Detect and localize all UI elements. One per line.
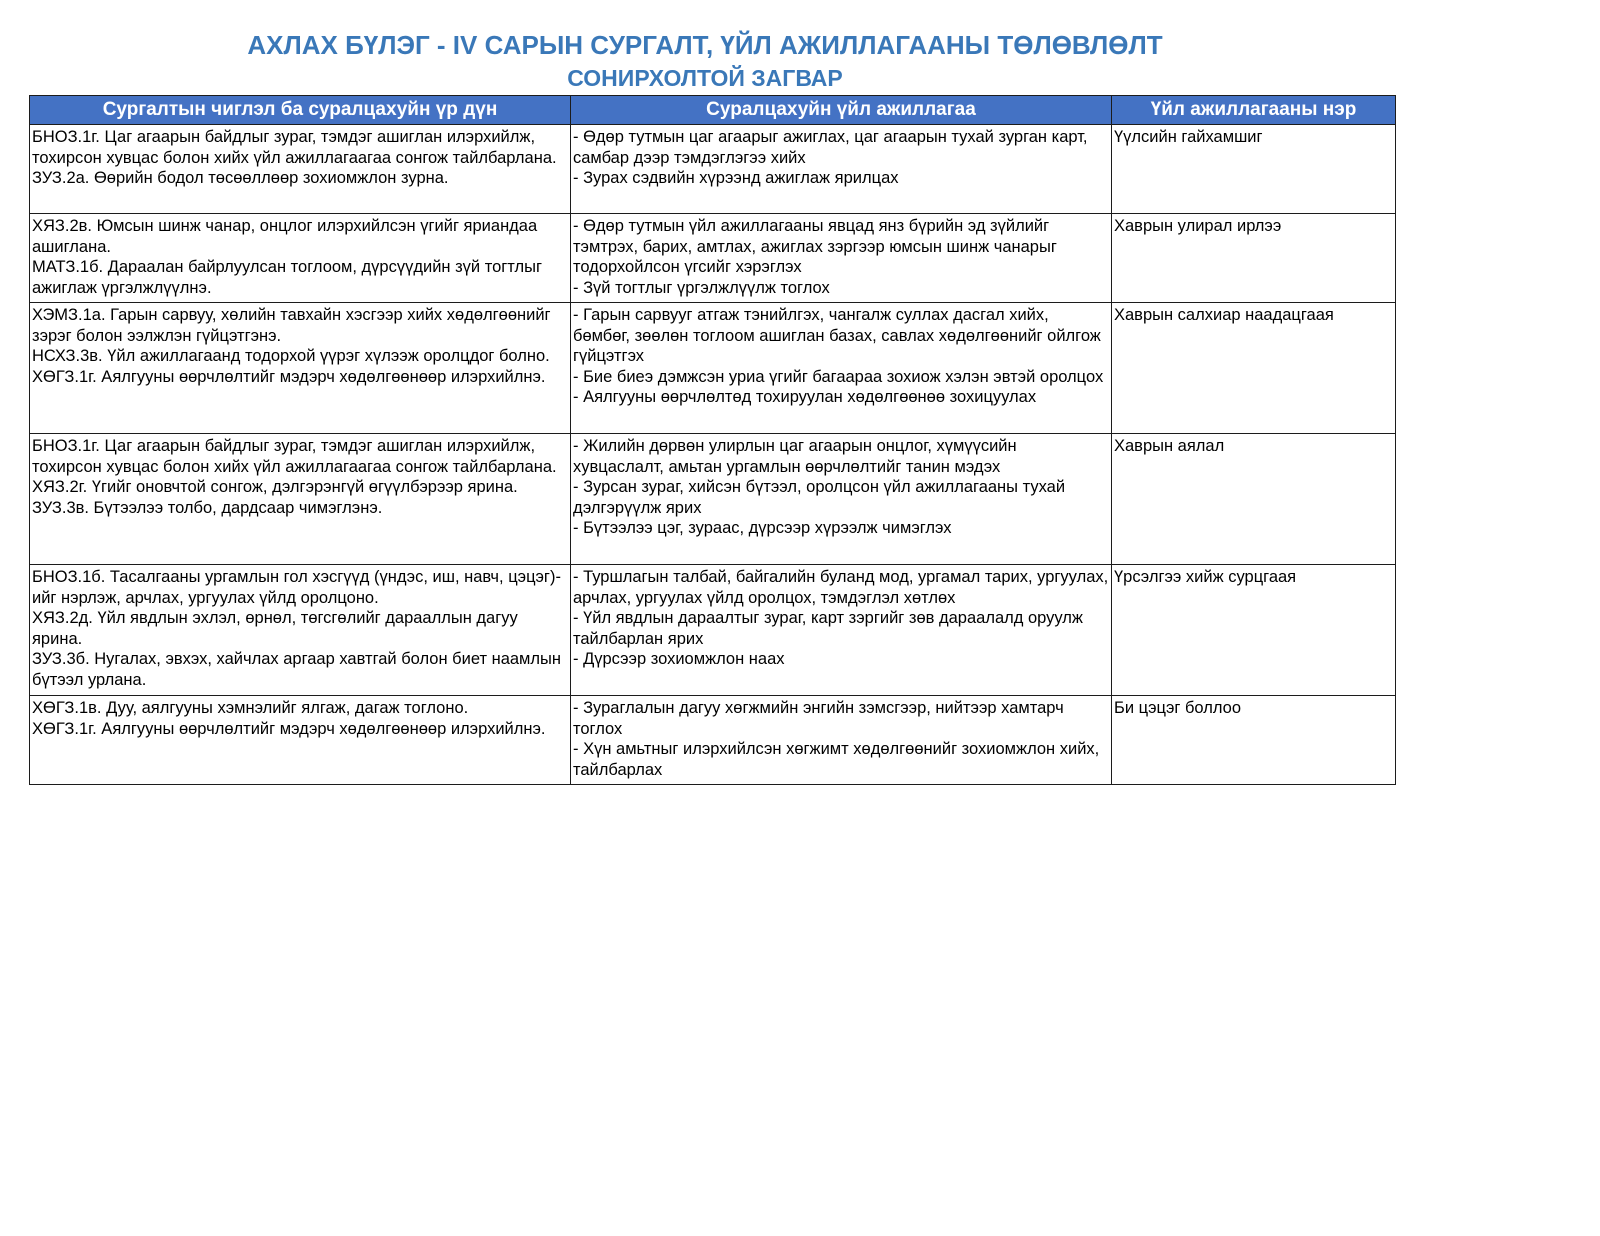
activity-name: Хаврын улирал ирлээ bbox=[1114, 217, 1282, 235]
outcome-text: БНОЗ.1б. Тасалгааны ургамлын гол хэсгүүд (үндэс, иш, навч, цэцэг)-ийг нэрлэж, арчлах, ургуулах үйлд оролцоно. bbox=[32, 568, 561, 607]
outcome-text: ЗУЗ.3б. Нугалах, эвхэх, хайчлах аргаар хавтгай болон биет наамлын бүтээл урлана. bbox=[32, 650, 561, 689]
outcome-text: ХЭМЗ.1а. Гарын сарвуу, хөлийн тавхайн хэсгээр хийх хөдөлгөөнийг зэрэг болон ээлжлэн гүйцэтгэнэ. bbox=[32, 306, 551, 345]
table-row bbox=[30, 214, 1396, 303]
activity-name-cell bbox=[1112, 434, 1396, 565]
activity-name: Хаврын аялал bbox=[1114, 437, 1225, 455]
activity-text: - Гарын сарвууг атгаж тэнийлгэх, чангалж суллах дасгал хийх, бөмбөг, зөөлөн тоглоом ашиглан базах, савлах хөдөлгөөнийг ойлгож гүйцэтгэх bbox=[573, 306, 1101, 365]
table-row bbox=[30, 696, 1396, 785]
activities-cell bbox=[571, 434, 1112, 565]
activity-text: - Зураглалын дагуу хөгжмийн энгийн зэмсгээр, нийтээр хамтарч тоглох bbox=[573, 699, 1064, 738]
activity-text: - Бие биеэ дэмжсэн уриа үгийг багаараа зохиож хэлэн эвтэй оролцох bbox=[573, 367, 1104, 386]
page-subtitle: СОНИРХОЛТОЙ ЗАГВАР bbox=[567, 65, 843, 91]
activity-text: - Аялгууны өөрчлөлтөд тохируулан хөдөлгөөнөө зохицуулах bbox=[573, 388, 1037, 406]
table-row bbox=[30, 565, 1396, 696]
activity-name-cell bbox=[1112, 696, 1396, 785]
outcome-text: ХЯЗ.2г. Үгийг оновчтой сонгож, дэлгэрэнгүй өгүүлбэрээр ярина. bbox=[32, 478, 518, 496]
outcomes-cell bbox=[30, 434, 571, 565]
activities-cell bbox=[571, 565, 1112, 696]
outcome-text: НСХЗ.3в. Үйл ажиллагаанд тодорхой үүрэг хүлээж оролцдог болно. bbox=[32, 347, 550, 365]
activity-text: - Хүн амьтныг илэрхийлсэн хөгжимт хөдөлгөөнийг зохиомжлон хийх, тайлбарлах bbox=[573, 740, 1100, 779]
activity-text: - Үйл явдлын дараалтыг зураг, карт зэргийг зөв дараалалд оруулж тайлбарлан ярих bbox=[573, 609, 1083, 648]
outcome-text: ХӨГЗ.1в. Дуу, аялгууны хэмнэлийг ялгаж, дагаж тоглоно. bbox=[32, 699, 469, 717]
outcome-text: ХӨГЗ.1г. Аялгууны өөрчлөлтийг мэдэрч хөдөлгөөнөөр илэрхийлнэ. bbox=[32, 367, 546, 386]
activity-text: - Зурсан зураг, хийсэн бүтээл, оролцсон үйл ажиллагааны тухай дэлгэрүүлж ярих bbox=[573, 478, 1066, 517]
outcome-text: ХӨГЗ.1г. Аялгууны өөрчлөлтийг мэдэрч хөдөлгөөнөөр илэрхийлнэ. bbox=[32, 719, 546, 738]
activity-name-cell bbox=[1112, 214, 1396, 303]
activity-text: - Бүтээлээ цэг, зураас, дүрсээр хүрээлж чимэглэх bbox=[573, 519, 952, 537]
activity-text: - Өдөр тутмын цаг агаарыг ажиглах, цаг агаарын тухай зурган карт, самбар дээр тэмдэглэгээ хийх bbox=[573, 128, 1088, 167]
column-header-outcomes: Сургалтын чиглэл ба суралцахуйн үр дүн bbox=[30, 96, 571, 125]
activity-name: Үүлсийн гайхамшиг bbox=[1114, 128, 1263, 146]
activities-cell bbox=[571, 125, 1112, 214]
plan-table bbox=[29, 95, 1396, 785]
outcome-text: БНОЗ.1г. Цаг агаарын байдлыг зураг, тэмдэг ашиглан илэрхийлж, тохирсон хувцас болон хийх үйл ажиллагаагаа сонгож тайлбарлана. bbox=[32, 437, 557, 476]
outcomes-cell bbox=[30, 303, 571, 434]
table-row bbox=[30, 125, 1396, 214]
outcomes-cell bbox=[30, 565, 571, 696]
activity-name: Үрсэлгээ хийж сурцгаая bbox=[1114, 568, 1297, 586]
activity-text: - Зүй тогтлыг үргэлжлүүлж тоглох bbox=[573, 278, 830, 297]
table-row bbox=[30, 303, 1396, 434]
activity-name: Би цэцэг боллоо bbox=[1114, 699, 1242, 717]
column-header-activities: Суралцахуйн үйл ажиллагаа bbox=[571, 96, 1112, 125]
activity-text: - Зурах сэдвийн хүрээнд ажиглаж ярилцах bbox=[573, 169, 899, 187]
table-header-row bbox=[30, 96, 1396, 125]
activities-cell bbox=[571, 696, 1112, 785]
outcome-text: ХЯЗ.2д. Үйл явдлын эхлэл, өрнөл, төгсгөлийг дарааллын дагуу ярина. bbox=[32, 609, 518, 648]
activity-text: - Өдөр тутмын үйл ажиллагааны явцад янз бүрийн эд зүйлийг тэмтрэх, барих, амтлах, ажиглах зэргээр юмсын шинж чанарыг тодорхойлсон үгсийг хэрэглэх bbox=[573, 217, 1057, 276]
outcome-text: МАТЗ.1б. Дараалан байрлуулсан тоглоом, дүрсүүдийн зүй тогтлыг ажиглаж үргэлжлүүлнэ. bbox=[32, 258, 543, 297]
page-title: АХЛАХ БҮЛЭГ - IV САРЫН СУРГАЛТ, ҮЙЛ АЖИЛЛАГААНЫ ТӨЛӨВЛӨЛТ bbox=[247, 30, 1163, 60]
activity-name-cell bbox=[1112, 303, 1396, 434]
outcomes-cell bbox=[30, 214, 571, 303]
outcome-text: ЗУЗ.3в. Бүтээлээ толбо, дардсаар чимэглэнэ. bbox=[32, 498, 383, 517]
outcome-text: ХЯЗ.2в. Юмсын шинж чанар, онцлог илэрхийлсэн үгийг яриандаа ашиглана. bbox=[32, 217, 538, 256]
column-header-activity-name: Үйл ажиллагааны нэр bbox=[1112, 96, 1396, 125]
activity-text: - Туршлагын талбай, байгалийн буланд мод, ургамал тарих, ургуулах, арчлах, ургуулах үйлд оролцох, тэмдэглэл хөтлөх bbox=[573, 568, 1109, 607]
activity-name-cell bbox=[1112, 125, 1396, 214]
activity-text: - Жилийн дөрвөн улирлын цаг агаарын онцлог, хүмүүсийн хувцаслалт, амьтан ургамлын өөрчлөлтийг танин мэдэх bbox=[573, 437, 1017, 476]
table-row bbox=[30, 434, 1396, 565]
outcome-text: БНОЗ.1г. Цаг агаарын байдлыг зураг, тэмдэг ашиглан илэрхийлж, тохирсон хувцас болон хийх үйл ажиллагаагаа сонгож тайлбарлана. bbox=[32, 128, 557, 167]
outcomes-cell bbox=[30, 696, 571, 785]
activity-text: - Дүрсээр зохиомжлон наах bbox=[573, 650, 785, 668]
activity-name: Хаврын салхиар наадацгаая bbox=[1114, 306, 1334, 324]
activities-cell bbox=[571, 303, 1112, 434]
outcome-text: ЗУЗ.2а. Өөрийн бодол төсөөллөөр зохиомжлон зурна. bbox=[32, 169, 449, 187]
activities-cell bbox=[571, 214, 1112, 303]
outcomes-cell bbox=[30, 125, 571, 214]
activity-name-cell bbox=[1112, 565, 1396, 696]
